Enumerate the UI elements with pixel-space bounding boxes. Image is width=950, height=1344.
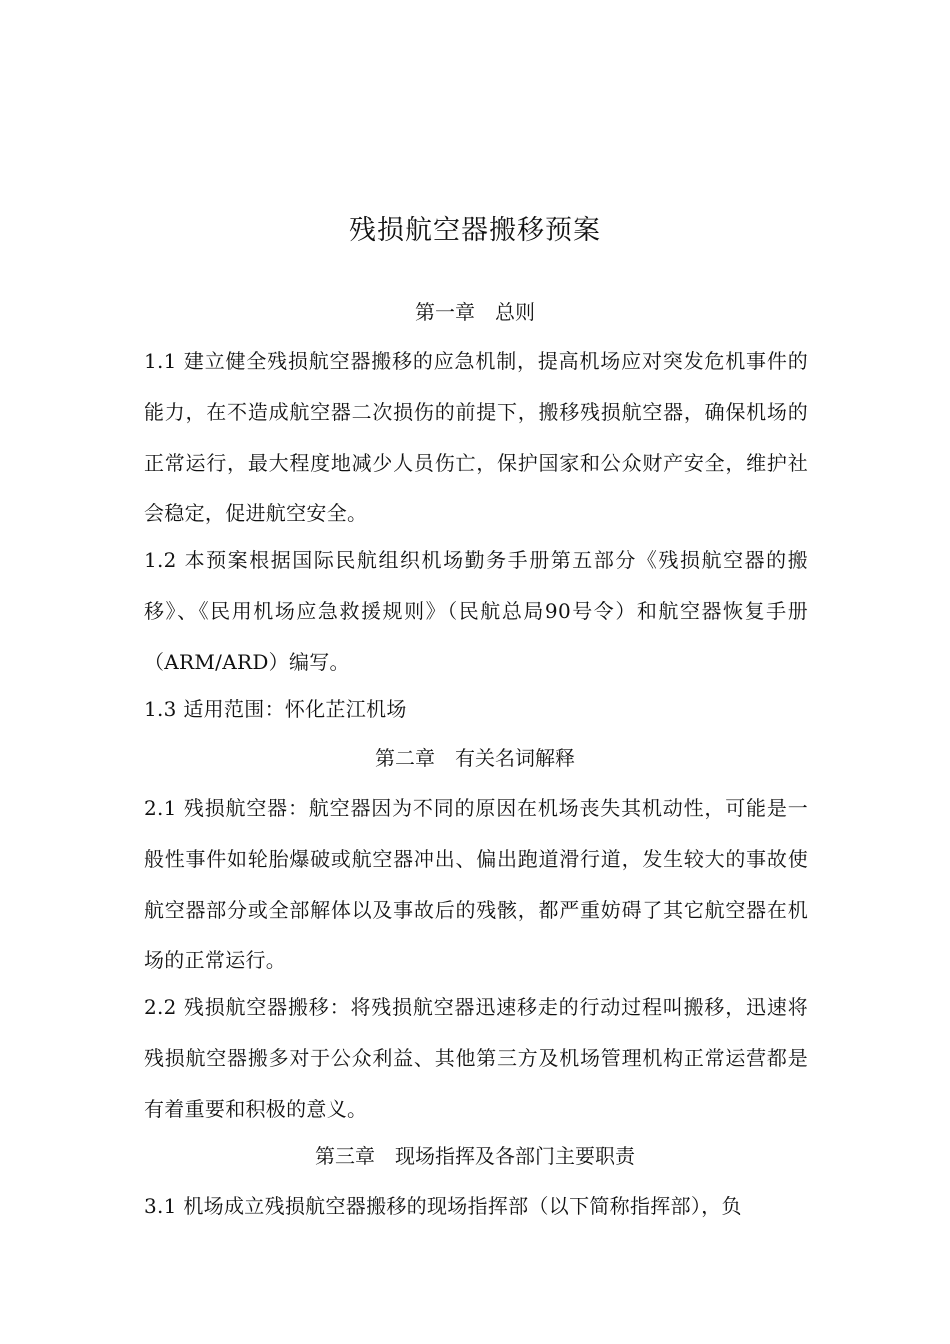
chapter-heading-3: 第三章 现场指挥及各部门主要职责 bbox=[315, 1144, 635, 1168]
document-title: 残损航空器搬移预案 bbox=[349, 215, 601, 246]
paragraph-1-2: 1.2 本预案根据国际民航组织机场勤务手册第五部分《残损航空器的搬移》、《民用机场应急救援规则》（民航总局90号令）和航空器恢复手册（ARM/ARD）编写。 bbox=[144, 548, 808, 674]
chapter-heading-2: 第二章 有关名词解释 bbox=[375, 746, 575, 770]
paragraph-3-1: 3.1 机场成立残损航空器搬移的现场指挥部（以下简称指挥部），负 bbox=[144, 1194, 742, 1218]
paragraph-1-3: 1.3 适用范围：怀化芷江机场 bbox=[144, 697, 407, 721]
paragraph-1-1: 1.1 建立健全残损航空器搬移的应急机制，提高机场应对突发危机事件的能力，在不造成航空器二次损伤的前提下，搬移残损航空器，确保机场的正常运行，最大程度地减少人员伤亡，保护国家和公众财产安全，维护社会稳定，促进航空安全。 bbox=[144, 349, 808, 526]
paragraph-2-1: 2.1 残损航空器：航空器因为不同的原因在机场丧失其机动性，可能是一般性事件如轮胎爆破或航空器冲出、偏出跑道滑行道，发生较大的事故使航空器部分或全部解体以及事故后的残骸，都严重妨碍了其它航空器在机场的正常运行。 bbox=[144, 796, 808, 973]
paragraph-2-2: 2.2 残损航空器搬移：将残损航空器迅速移走的行动过程叫搬移，迅速将残损航空器搬多对于公众利益、其他第三方及机场管理机构正常运营都是有着重要和积极的意义。 bbox=[144, 995, 808, 1121]
chapter-heading-1: 第一章 总则 bbox=[415, 300, 535, 324]
